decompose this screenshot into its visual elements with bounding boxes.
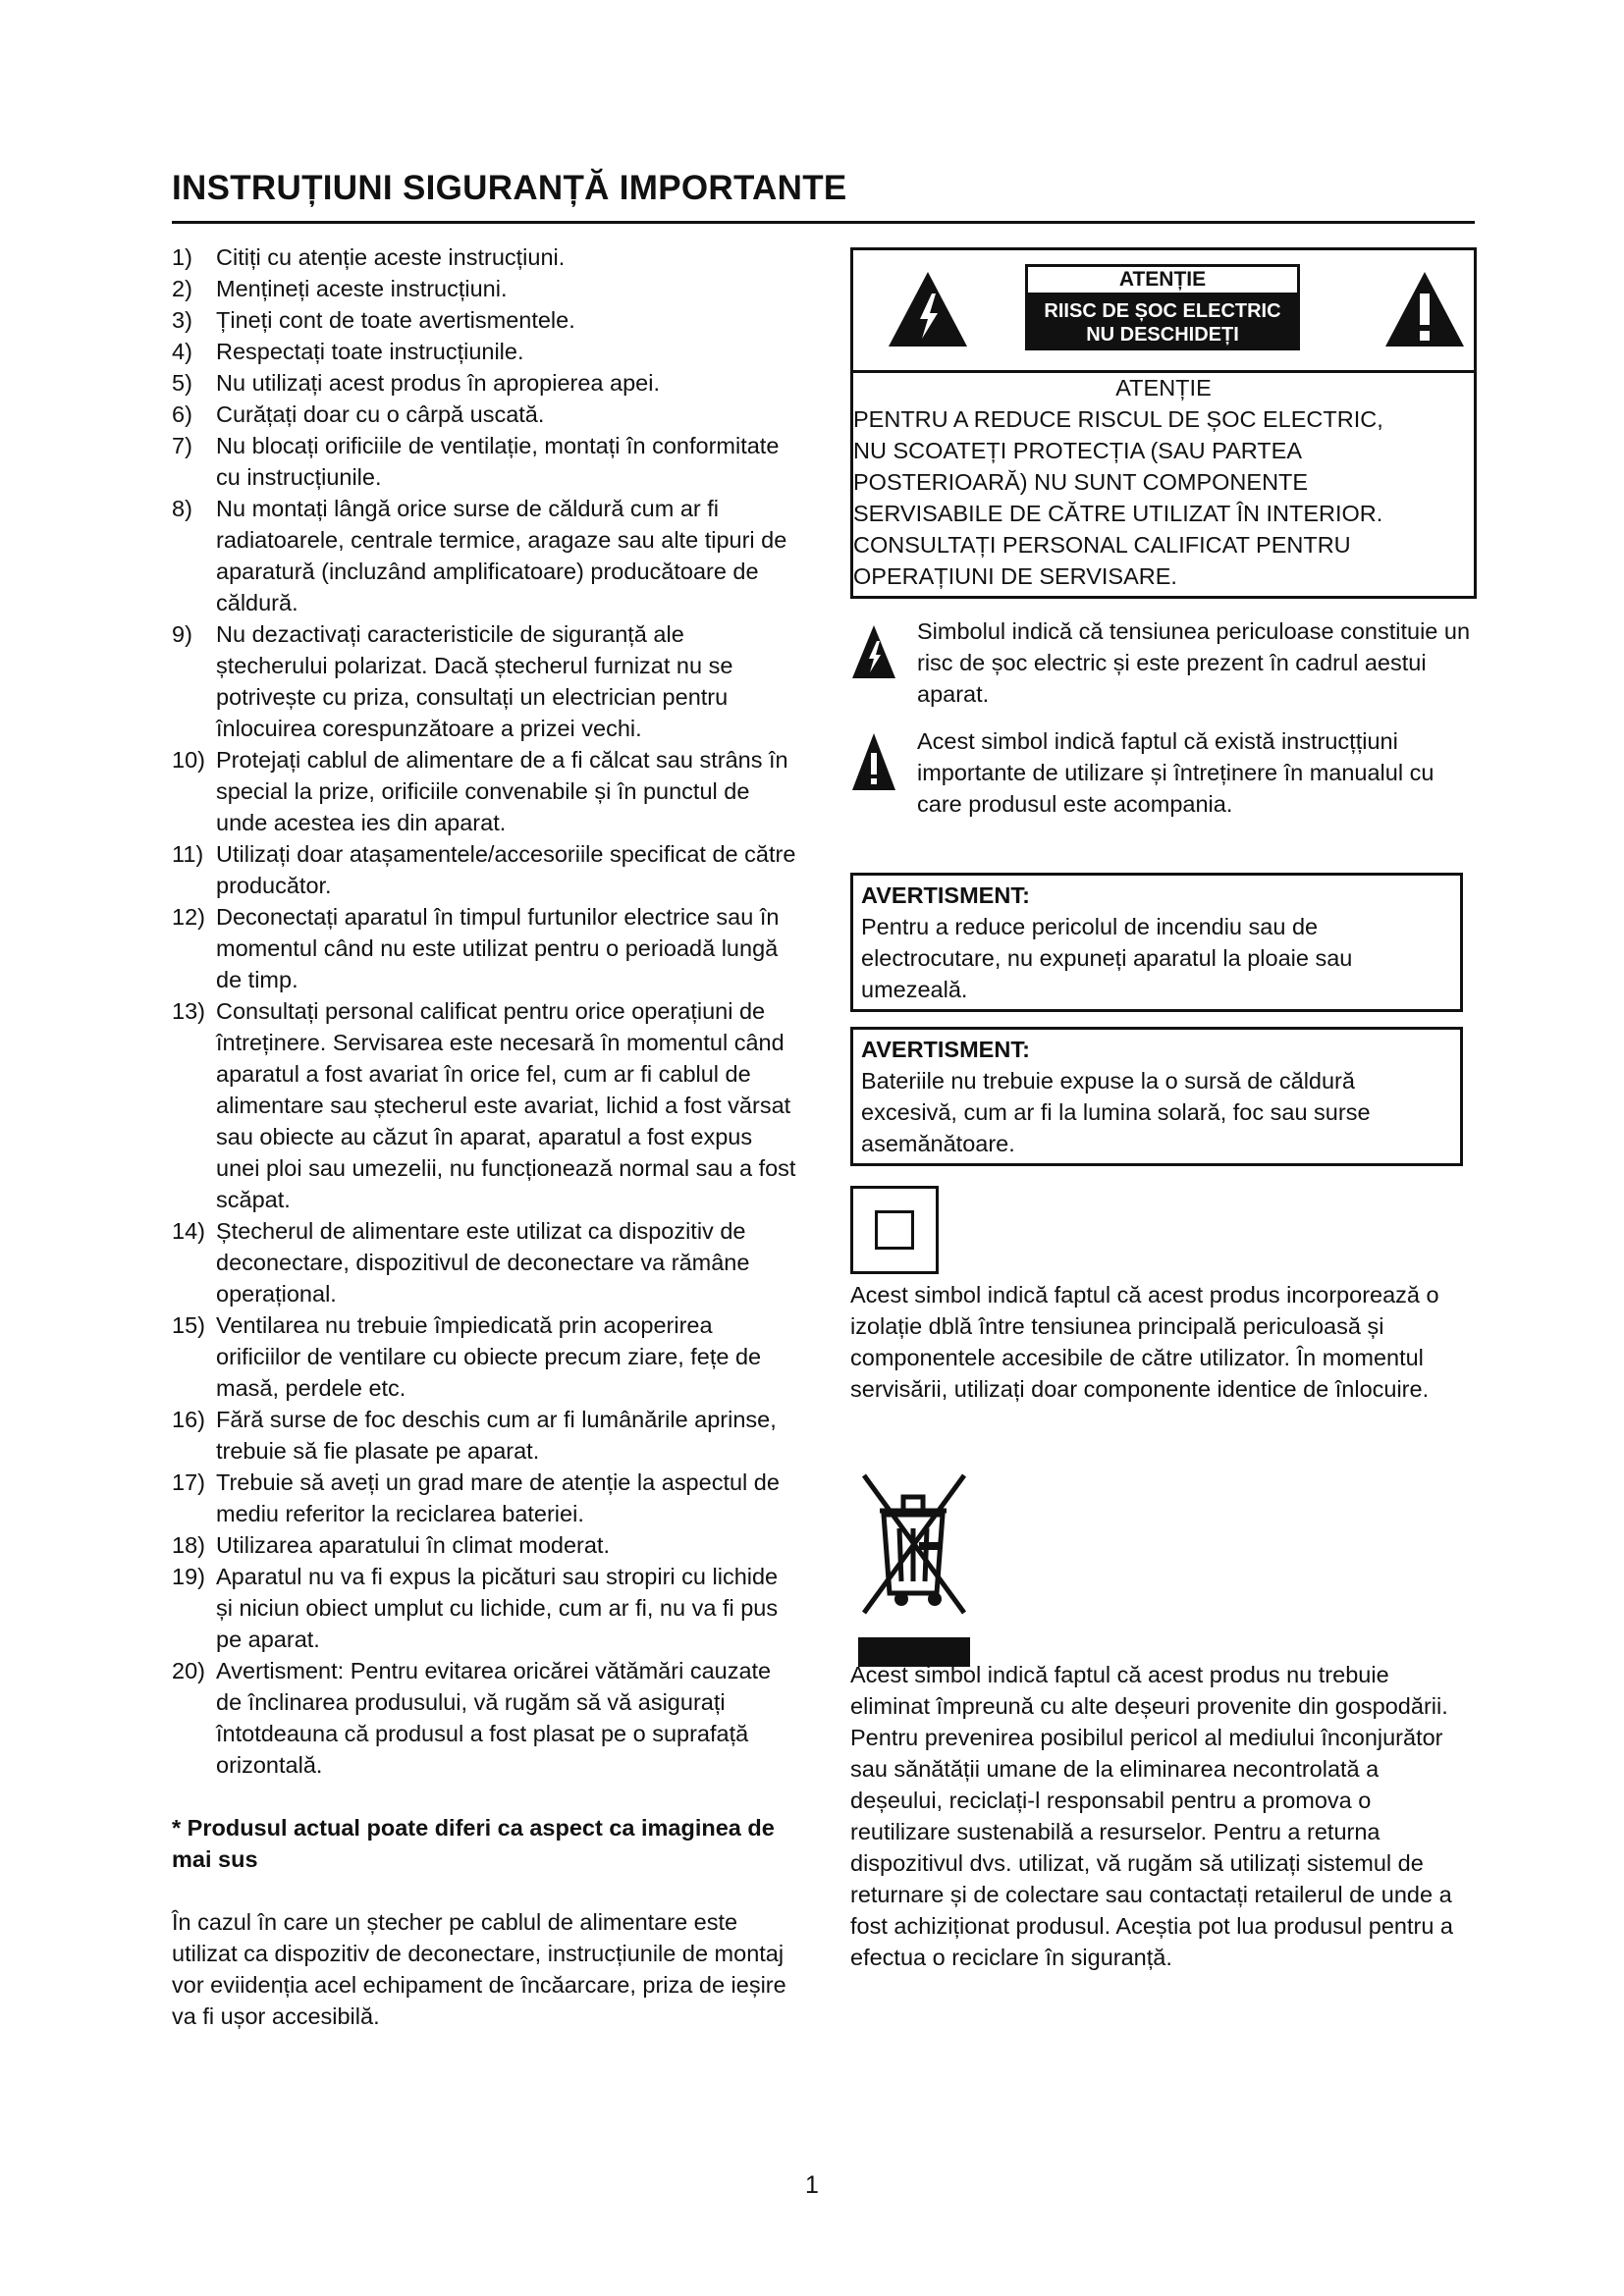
caution-label xyxy=(1025,264,1300,350)
page-number: 1 xyxy=(805,2171,819,2199)
caution-line: PENTRU A REDUCE RISCUL DE ȘOC ELECTRIC, xyxy=(853,406,1383,432)
double-insulation-icon xyxy=(850,1186,939,1274)
exclamation-warning-icon xyxy=(1383,270,1466,348)
list-item: 3) Țineți cont de toate avertismentele. xyxy=(172,307,575,333)
list-item: 20) Avertisment: Pentru evitarea oricărei vătămări cauzate de înclinarea produsului, vă rugăm să vă asigurați întotdeauna că produsul a fost plasat pe o suprafață orizontală. xyxy=(172,1658,772,1778)
list-item: 18) Utilizarea aparatului în climat moderat. xyxy=(172,1532,610,1558)
list-item: 5) Nu utilizați acest produs în apropierea apei. xyxy=(172,370,660,396)
list-item: 11) Utilizați doar atașamentele/accesoriile specificat de către producător. xyxy=(172,841,796,898)
title-rule xyxy=(172,221,1475,224)
voltage-symbol-text: Simbolul indică că tensiunea periculoase constituie un risc de șoc electric și este prezent în cadrul aestui aparat. xyxy=(917,618,1471,707)
warning-label: AVERTISMENT: xyxy=(861,1037,1030,1062)
caution-line: POSTERIOARĂ) NU SUNT COMPONENTE xyxy=(853,469,1309,495)
caution-line: NU SCOATEȚI PROTECȚIA (SAU PARTEA xyxy=(853,438,1303,463)
warning-box xyxy=(850,873,1463,1012)
warning-text: Pentru a reduce pericolul de incendiu sau de electrocutare, nu expuneți aparatul la ploaie sau umezeală. xyxy=(861,914,1353,1002)
warning-box xyxy=(850,1027,1463,1166)
double-insulation-text: Acest simbol indică faptul că acest produs incorporează o izolație dblă între tensiunea principală periculoasă și componentele accesibile de către utilizator. În momentul servisării, utilizați doar componente identice de înlocuire. xyxy=(850,1282,1439,1402)
page-title: INSTRUȚIUNI SIGURANȚĂ IMPORTANTE xyxy=(172,169,847,207)
list-item: 13) Consultați personal calificat pentru orice operațiuni de întreținere. Servisarea este necesară în momentul când aparatul a fost avariat în orice fel, cum ar fi cablul de alimentare sau ștecherul este avariat, lichid a fost vărsat sau obiecte au căzut în aparat, aparatul a fost expus unei ploi sau umezelii, nu funcționează normal sau a fost scăpat. xyxy=(172,998,796,1212)
list-item: 14) Ștecherul de alimentare este utilizat ca dispozitiv de deconectare, dispozitivul de deconectare va rămâne operațional. xyxy=(172,1218,750,1307)
caution-line: OPERAȚIUNI DE SERVISARE. xyxy=(853,563,1177,589)
list-item: 1) Citiți cu atenție aceste instrucțiuni. xyxy=(172,244,566,270)
caution-label-bottom xyxy=(1025,295,1300,350)
weee-text: Acest simbol indică faptul că acest produs nu trebuie eliminat împreună cu alte deșeuri provenite din gospodării. Pentru prevenirea posibilul pericol al mediului înconjurător sau sănătății umane de la eliminarea necontrolată a deșeului, reciclați-l responsabil pentru a promova o reutilizare sustenabilă a resurselor. Pentru a returna dispozitivul dvs. utilizat, vă rugăm să utilizați sistemul de returnare și de colectare sau contactați retailerul de unde a fost achiziționat produsul. Aceștia pot lua produsul pentru a efectua o reciclare în siguranță. xyxy=(850,1662,1453,1970)
list-item: 10) Protejați cablul de alimentare de a fi călcat sau strâns în special la prize, orificiile convenabile și în punctul de unde acestea ies din aparat. xyxy=(172,747,788,835)
caution-box xyxy=(850,247,1477,599)
caution-label-line1: RIISC DE ȘOC ELECTRIC xyxy=(1044,300,1281,322)
list-item: 8) Nu montați lângă orice surse de căldură cum ar fi radiatoarele, centrale termice, aragaze sau alte tipuri de aparatură (incluzând amplificatoare) producătoare de căldură. xyxy=(172,496,787,615)
caution-line: CONSULTAȚI PERSONAL CALIFICAT PENTRU xyxy=(853,532,1351,558)
lightning-warning-icon xyxy=(887,270,969,348)
warning-text: Bateriile nu trebuie expuse la o sursă de căldură excesivă, cum ar fi la lumina solară, foc sau surse asemănătoare. xyxy=(861,1068,1371,1156)
list-item: 7) Nu blocați orificiile de ventilație, montați în conformitate cu instrucțiunile. xyxy=(172,433,780,490)
instructions-list xyxy=(172,241,800,1781)
list-item: 4) Respectați toate instrucțiunile. xyxy=(172,339,524,364)
caution-body xyxy=(853,372,1474,592)
voltage-symbol-row xyxy=(850,615,1471,710)
list-item: 12) Deconectați aparatul în timpul furtunilor electrice sau în momentul când nu este utilizat pentru o perioadă lungă de timp. xyxy=(172,904,780,992)
exclamation-symbol-row xyxy=(850,725,1471,820)
warning-label: AVERTISMENT: xyxy=(861,882,1030,908)
instructions-column xyxy=(172,241,800,2032)
list-item: 2) Mențineți aceste instrucțiuni. xyxy=(172,276,508,301)
plug-paragraph: În cazul în care un ștecher pe cablul de alimentare este utilizat ca dispozitiv de deconectare, instrucțiunile de montaj vor eviidenția acel echipament de încăarcare, priza de ieșire va fi ușor accesibilă. xyxy=(172,1909,786,2029)
caution-label-line2: NU DESCHIDEȚI xyxy=(1086,324,1239,346)
exclamation-symbol-text: Acest simbol indică faptul că există instrucțțiuni importante de utilizare și întreținere în manualul cu care produsul este acompania. xyxy=(917,728,1435,817)
caution-line: SERVISABILE DE CĂTRE UTILIZAT ÎN INTERIOR. xyxy=(853,501,1383,526)
caution-header xyxy=(853,250,1474,373)
list-item: 9) Nu dezactivați caracteristicile de siguranță ale ștecherului polarizat. Dacă ștecherul furnizat nu se potrivește cu priza, consultați un electrician pentru înlocuirea corespunzătoare a prizei vechi. xyxy=(172,621,733,741)
list-item: 17) Trebuie să aveți un grad mare de atenție la aspectul de mediu referitor la reciclarea bateriei. xyxy=(172,1469,780,1526)
list-item: 19) Aparatul nu va fi expus la picături sau stropiri cu lichide și niciun obiect umplut cu lichide, cum ar fi, nu va fi pus pe aparat. xyxy=(172,1564,779,1652)
exclamation-warning-icon xyxy=(850,731,897,792)
crossed-bin-icon xyxy=(844,1468,982,1634)
caution-label-top: ATENȚIE xyxy=(1025,264,1300,295)
lightning-warning-icon xyxy=(850,623,897,680)
caution-heading: ATENȚIE xyxy=(1115,375,1212,400)
appearance-note: * Produsul actual poate diferi ca aspect ca imaginea de mai sus xyxy=(172,1815,775,1872)
list-item: 15) Ventilarea nu trebuie împiedicată prin acoperirea orificiilor de ventilare cu obiecte precum ziare, fețe de masă, perdele etc. xyxy=(172,1312,762,1401)
list-item: 16) Fără surse de foc deschis cum ar fi lumânările aprinse, trebuie să fie plasate pe aparat. xyxy=(172,1407,777,1464)
list-item: 6) Curățați doar cu o cârpă uscată. xyxy=(172,401,545,427)
